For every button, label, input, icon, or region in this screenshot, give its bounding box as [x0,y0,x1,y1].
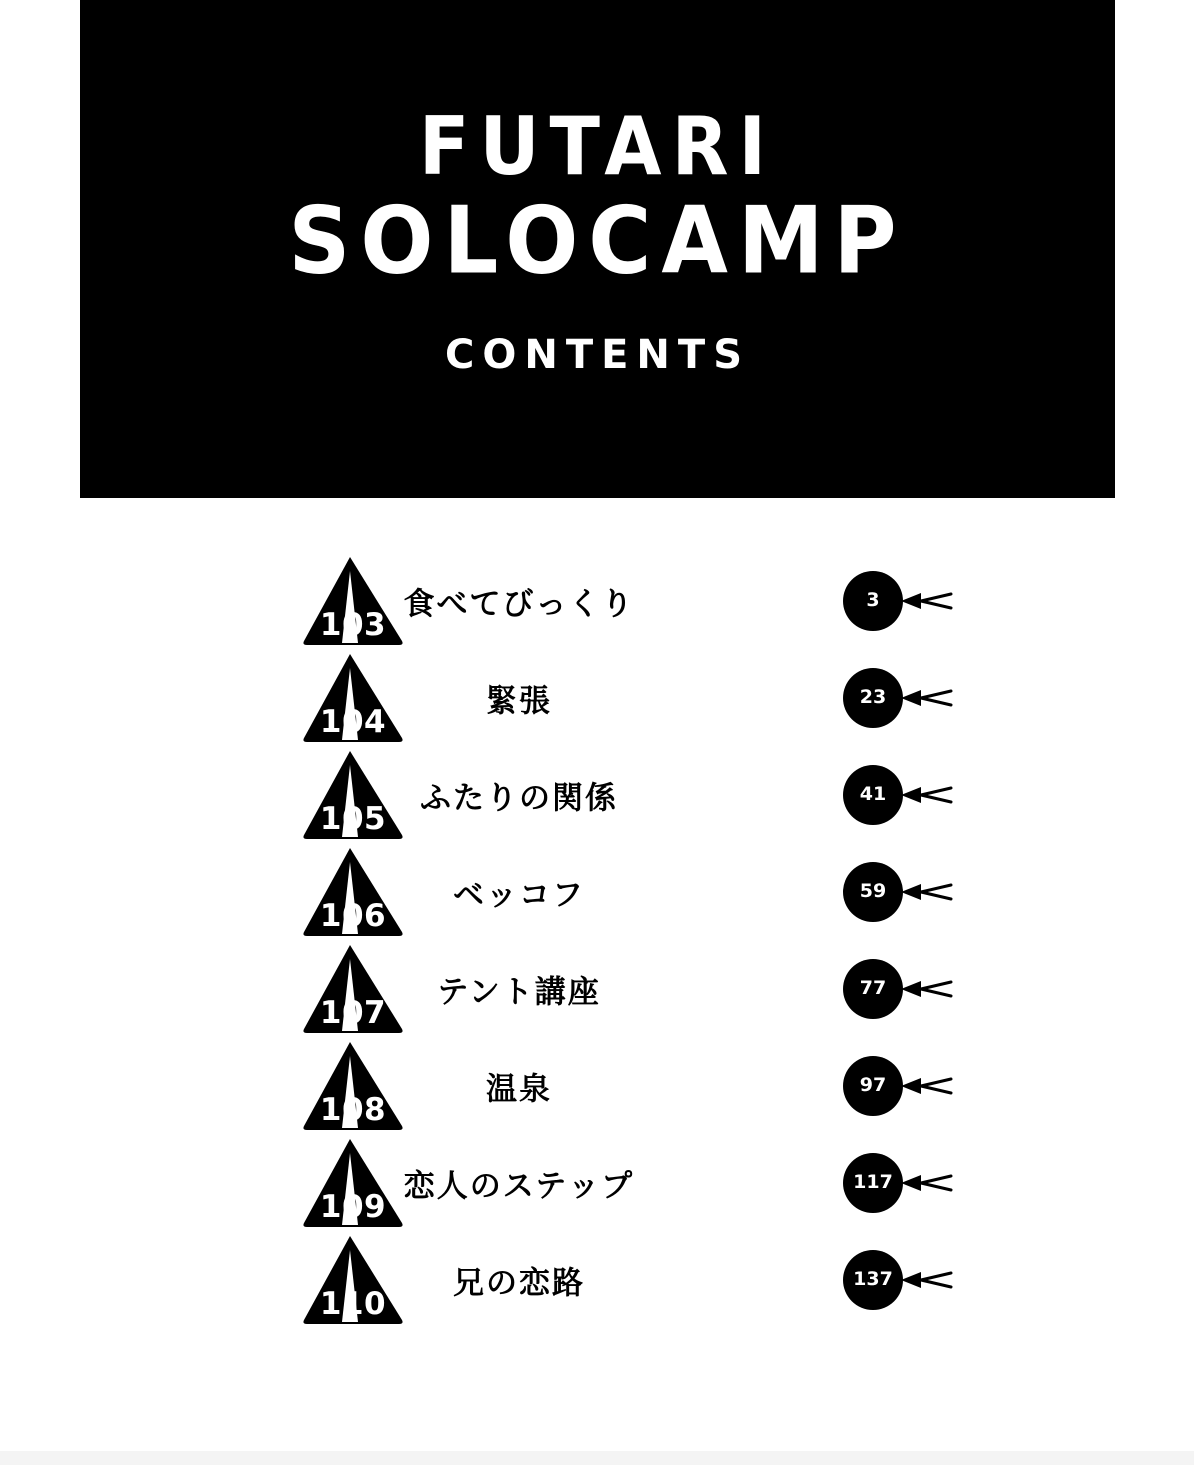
toc-row[interactable] [0,746,1194,843]
pan-handle-icon [899,1075,953,1097]
pan-handle-icon [899,1172,953,1194]
logo-line-two: SOLOCAMP [288,187,907,295]
frying-pan-icon [843,1153,953,1213]
frying-pan-icon [843,862,953,922]
page-number-badge [843,765,903,825]
contents-heading: CONTENTS [444,332,750,378]
chapter-title-text: 恋人のステップ [403,1168,635,1204]
page-number-badge [843,1153,903,1213]
page-number-badge [843,668,903,728]
chapter-title-text: ベッコフ [453,877,585,913]
frying-pan-icon [843,668,953,728]
tent-mountain-icon [298,749,408,841]
pan-handle-icon [899,881,953,903]
chapter-title [0,1160,1194,1205]
chapter-title-text: 温泉 [486,1071,552,1107]
frying-pan-icon [843,571,953,631]
header-band [80,0,1115,498]
toc-row[interactable] [0,552,1194,649]
tent-mountain-icon [298,846,408,938]
toc-row[interactable] [0,1134,1194,1231]
chapter-title [0,1257,1194,1302]
chapter-title [0,869,1194,914]
page-number: 41 [859,783,887,805]
tent-mountain-icon [298,652,408,744]
tent-mountain-icon [298,555,408,647]
chapter-number: 108 [319,1091,387,1128]
page-number-badge [843,1056,903,1116]
toc-row[interactable] [0,649,1194,746]
toc-row[interactable] [0,843,1194,940]
chapter-number: 103 [319,606,387,643]
chapter-title [0,578,1194,623]
pan-handle-icon [899,784,953,806]
chapter-title [0,675,1194,720]
logo-line-one: FUTARI [418,100,777,194]
chapter-title [0,1063,1194,1108]
tent-mountain-icon [298,1234,408,1326]
logo-block [80,100,1115,378]
pan-handle-icon [899,978,953,1000]
frying-pan-icon [843,959,953,1019]
chapter-title [0,966,1194,1011]
page-number-badge [843,862,903,922]
chapter-number: 109 [319,1188,387,1225]
page-number: 137 [853,1268,893,1290]
toc-row[interactable] [0,1037,1194,1134]
toc-row[interactable] [0,1231,1194,1328]
page-number: 77 [859,977,887,999]
chapter-title-text: 食べてびっくり [403,586,635,622]
pan-handle-icon [899,590,953,612]
chapter-title-text: 緊張 [486,683,552,719]
chapter-number: 105 [319,800,387,837]
page-number: 23 [859,686,887,708]
page-number-badge [843,1250,903,1310]
chapter-title-text: 兄の恋路 [453,1265,585,1301]
page-number: 117 [853,1171,893,1193]
frying-pan-icon [843,765,953,825]
chapter-title-text: テント講座 [437,974,601,1010]
table-of-contents [0,552,1194,1328]
toc-row[interactable] [0,940,1194,1037]
chapter-title [0,772,1194,817]
page-number: 59 [859,880,887,902]
footer-strip [0,1451,1194,1465]
tent-mountain-icon [298,1040,408,1132]
chapter-number: 110 [319,1285,387,1322]
pan-handle-icon [899,687,953,709]
page-number-badge [843,571,903,631]
chapter-number: 104 [319,703,387,740]
chapter-number: 107 [319,994,387,1031]
tent-mountain-icon [298,1137,408,1229]
frying-pan-icon [843,1250,953,1310]
page-number-badge [843,959,903,1019]
pan-handle-icon [899,1269,953,1291]
tent-mountain-icon [298,943,408,1035]
frying-pan-icon [843,1056,953,1116]
chapter-number: 106 [319,897,387,934]
chapter-title-text: ふたりの関係 [420,780,618,816]
page-number: 3 [866,589,880,611]
page-number: 97 [859,1074,887,1096]
